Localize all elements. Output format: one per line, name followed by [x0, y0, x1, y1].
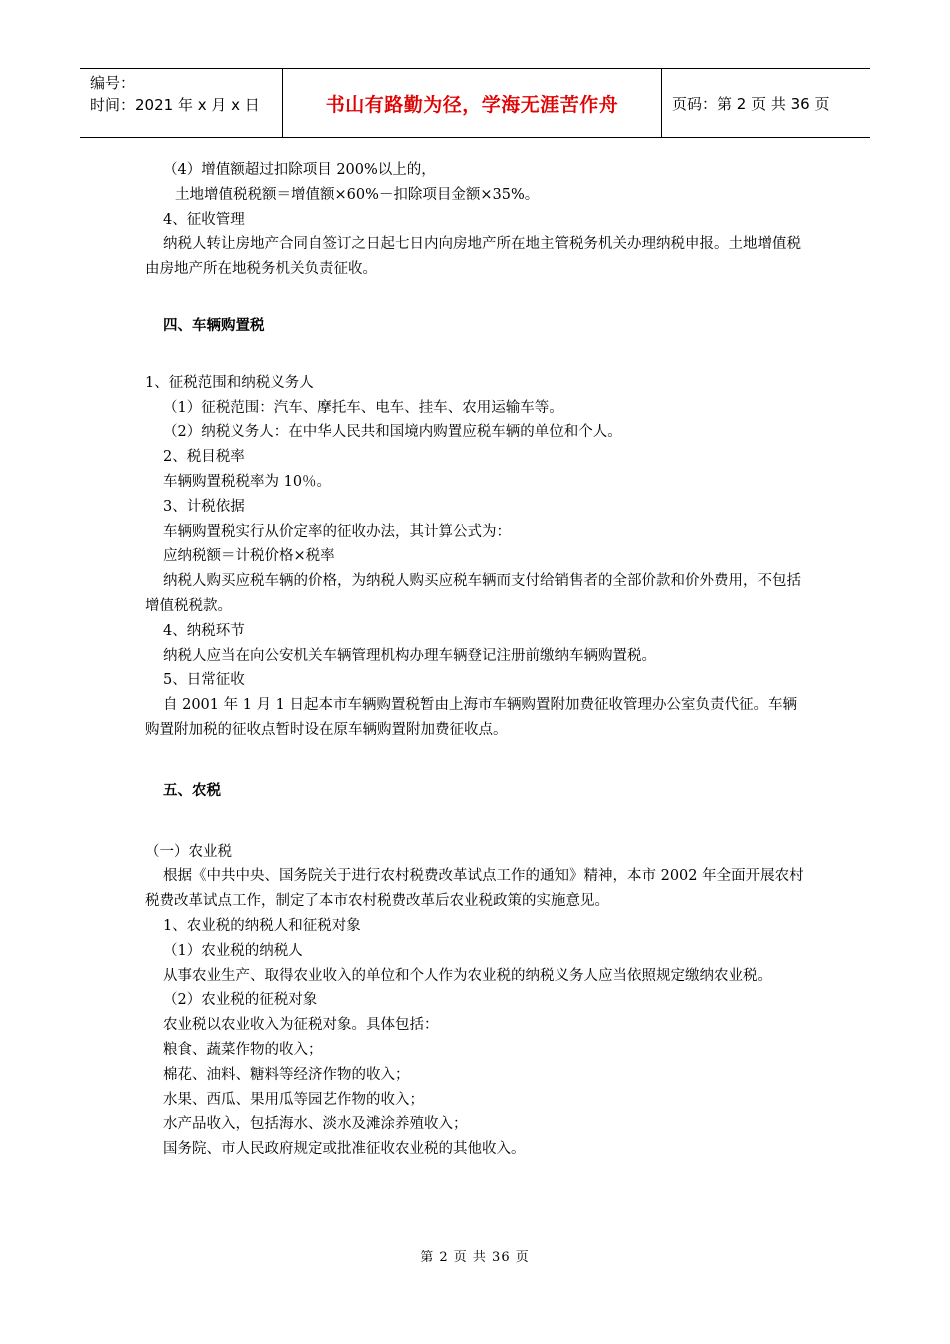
- document-number-label: 编号：: [90, 74, 136, 92]
- spacer: [145, 743, 810, 779]
- section-heading: 四、车辆购置税: [163, 317, 265, 334]
- list-item: 粮食、蔬菜作物的收入；: [163, 1041, 323, 1058]
- subsection-heading: 4、纳税环节: [163, 622, 245, 639]
- paragraph: 自 2001 年 1 月 1 日起本市车辆购置税暂由上海市车辆购置附加费征收管理办公室负责代征。车辆购置附加税的征收点暂时设在原车辆购置附加费征收点。: [145, 697, 798, 738]
- list-item: 水果、西瓜、果用瓜等园艺作物的收入；: [163, 1091, 424, 1108]
- subsection-heading: （1）农业税的纳税人: [163, 942, 303, 959]
- header-page-info: 页码：第 2 页 共 36 页: [672, 94, 830, 113]
- spacer: [145, 339, 810, 371]
- subsection-heading: （2）农业税的征税对象: [163, 992, 318, 1009]
- subsection-heading: 3、计税依据: [163, 498, 245, 515]
- document-time-label: 时间：2021 年 x 月 x 日: [90, 96, 260, 114]
- paragraph: （1）征税范围：汽车、摩托车、电车、挂车、农用运输车等。: [163, 399, 564, 416]
- formula-line: 应纳税额＝计税价格×税率: [163, 548, 335, 565]
- subsection-heading: 2、税目税率: [163, 449, 245, 466]
- page-footer: 第 2 页 共 36 页: [420, 1250, 530, 1265]
- subsection-heading: 4、征收管理: [163, 211, 245, 228]
- paragraph: （4）增值额超过扣除项目 200%以上的，: [163, 162, 436, 178]
- header-motto-cell: [282, 69, 662, 137]
- list-item: 水产品收入，包括海水、淡水及滩涂养殖收入；: [163, 1116, 468, 1133]
- section-heading: 五、农税: [163, 782, 221, 799]
- paragraph: 纳税人购买应税车辆的价格，为纳税人购买应税车辆而支付给销售者的全部价款和价外费用，不包括增值税税款。: [145, 573, 801, 614]
- paragraph: 农业税以农业收入为征税对象。具体包括：: [163, 1017, 439, 1034]
- subsection-heading: （一）农业税: [145, 843, 232, 860]
- paragraph: 纳税人应当在向公安机关车辆管理机构办理车辆登记注册前缴纳车辆购置税。: [163, 647, 656, 664]
- document-body: [145, 158, 810, 1162]
- subsection-heading: 1、农业税的纳税人和征税对象: [163, 917, 361, 934]
- list-item: 棉花、油料、糖料等经济作物的收入；: [163, 1066, 410, 1083]
- header-meta: [80, 69, 282, 137]
- paragraph: 车辆购置税实行从价定率的征收办法，其计算公式为：: [163, 523, 511, 540]
- paragraph: 纳税人转让房地产合同自签订之日起七日内向房地产所在地主管税务机关办理纳税申报。土地增值税由房地产所在地税务机关负责征收。: [145, 236, 801, 278]
- spacer: [145, 282, 810, 314]
- paragraph: 根据《中共中央、国务院关于进行农村税费改革试点工作的通知》精神，本市 2002 年全面开展农村税费改革试点工作，制定了本市农村税费改革后农业税政策的实施意见。: [145, 868, 804, 910]
- list-item: 国务院、市人民政府规定或批准征收农业税的其他收入。: [163, 1141, 526, 1158]
- paragraph: 从事农业生产、取得农业收入的单位和个人作为农业税的纳税义务人应当依照规定缴纳农业税。: [163, 967, 772, 984]
- header-motto: 书山有路勤为径，学海无涯苦作舟: [325, 93, 619, 116]
- paragraph: （2）纳税义务人：在中华人民共和国境内购置应税车辆的单位和个人。: [163, 424, 622, 441]
- paragraph: 车辆购置税税率为 10％。: [163, 473, 332, 490]
- page-header: [80, 68, 870, 138]
- subsection-heading: 1、征税范围和纳税义务人: [145, 374, 314, 391]
- formula-line: 土地增值税税额＝增值额×60%－扣除项目金额×35%。: [175, 186, 540, 203]
- subsection-heading: 5、日常征收: [163, 672, 245, 689]
- spacer: [145, 804, 810, 840]
